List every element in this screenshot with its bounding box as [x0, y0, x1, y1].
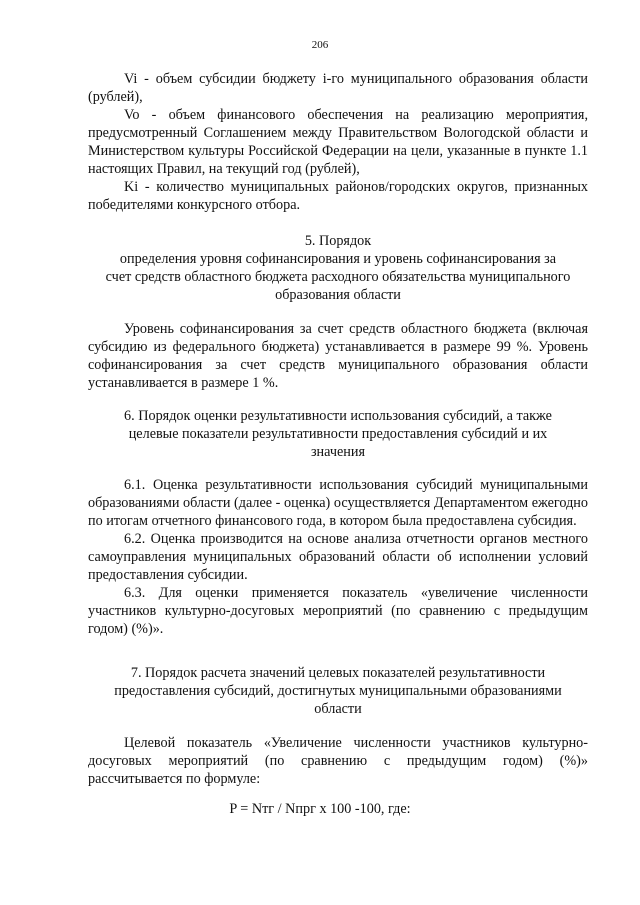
section-5-title-line: 5. Порядок [304, 233, 372, 249]
section-5-paragraph: Уровень софинансирования за счет средств областного бюджета (включая субсидию из федерального бюджета) устанавливается в размере 99 %. Уровень софинансирования за счет средств муниципального образования области устанавливается в размере 1 %. [88, 321, 588, 391]
section-6-heading [88, 407, 588, 461]
section-6-body [88, 476, 588, 638]
section-6-title-line: 6. Порядок оценки результативности использования субсидий, а также [124, 408, 552, 424]
definitions-block [88, 70, 588, 214]
section-5-title-line: определения уровня софинансирования и уровень софинансирования за [119, 251, 557, 267]
paragraph-6-1: 6.1. Оценка результативности использования субсидий муниципальными образованиями области (далее - оценка) осуществляется Департаментом ежегодно по итогам отчетного финансового года, в котором была предоставлена субсидия. [88, 477, 588, 529]
section-5-title-line: образования области [275, 287, 401, 303]
section-6-title-line: значения [310, 444, 366, 460]
paragraph-6-2: 6.2. Оценка производится на основе анализа отчетности органов местного самоуправления муниципальных образований области об исполнении условий предоставления субсидии. [88, 531, 588, 583]
formula: P = Nтг / Nпрг х 100 -100, где: [229, 801, 411, 817]
section-7-heading [88, 664, 588, 718]
section-5-heading [88, 232, 588, 304]
section-7-title-line: области [314, 701, 362, 717]
definition-vi: Vi - объем субсидии бюджету i-го муниципального образования области (рублей), [88, 71, 588, 105]
section-6-title-line: целевые показатели результативности предоставления субсидий и их [128, 426, 548, 442]
definition-ki: Ki - количество муниципальных районов/городских округов, признанных победителями конкурсного отбора. [88, 179, 588, 213]
section-5-body [88, 320, 588, 392]
definition-vo: Vo - объем финансового обеспечения на реализацию мероприятия, предусмотренный Соглашением между Правительством Вологодской области и Министерством культуры Российской Федерации на цели, указанные в пункте 1.1 настоящих Правил, на текущий год (рублей), [88, 107, 588, 177]
section-7-paragraph: Целевой показатель «Увеличение численности участников культурно-досуговых мероприятий (по сравнению с предыдущим годом) (%)» рассчитывается по формуле: [88, 735, 588, 787]
page-number: 206 [311, 39, 329, 51]
section-7-title-line: предоставления субсидий, достигнутых муниципальными образованиями [114, 683, 562, 699]
paragraph-6-3: 6.3. Для оценки применяется показатель «увеличение численности участников культурно-досуговых мероприятий (по сравнению с предыдущим годом) (%)». [88, 585, 588, 637]
section-5-title-line: счет средств областного бюджета расходного обязательства муниципального [105, 269, 571, 285]
section-7-body [88, 734, 588, 788]
section-7-title-line: 7. Порядок расчета значений целевых показателей результативности [130, 665, 546, 681]
